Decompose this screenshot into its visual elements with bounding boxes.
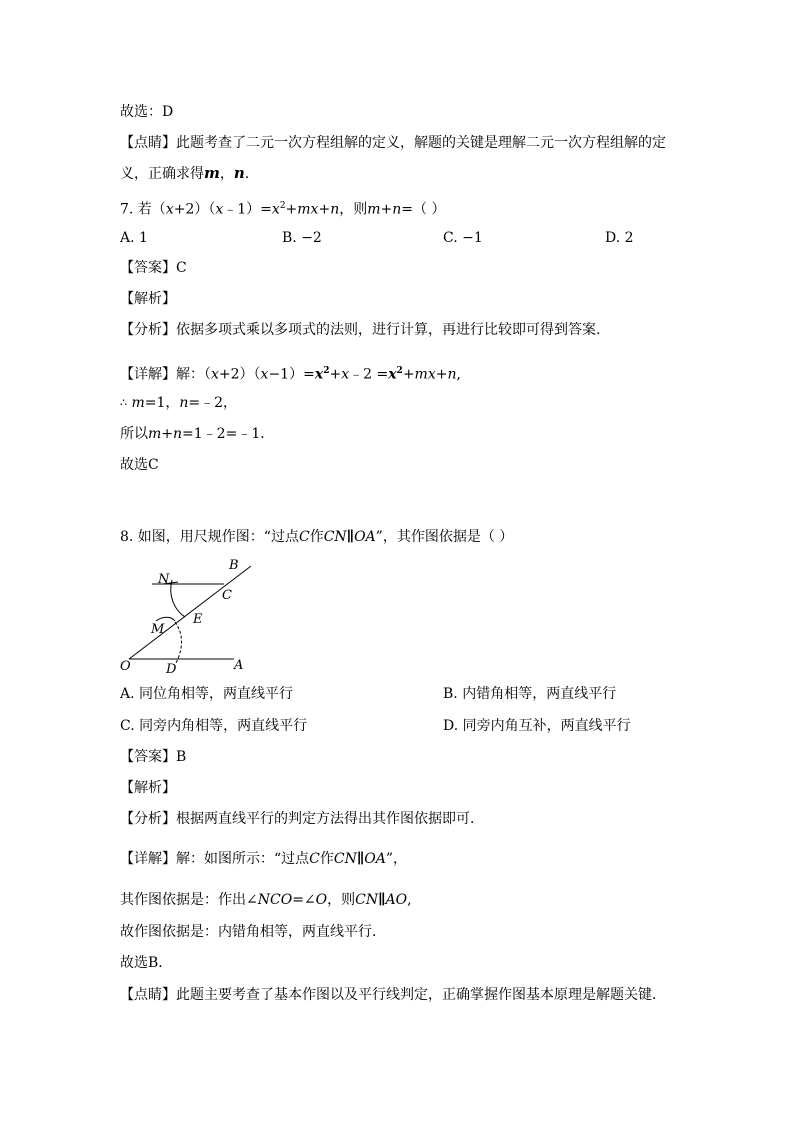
q8-xiangjie-part: ”， <box>385 851 408 867</box>
q7-xiangjie-part: + <box>329 366 342 383</box>
dianjing-text-1: 此题考查了二元一次方程组解的定义，解题的关键是理解二元一次方程组解的定 <box>176 135 666 151</box>
label-n: N <box>158 572 170 587</box>
label-c: C <box>222 588 232 603</box>
q7-line-sum <box>120 424 274 444</box>
q8-option-a: A. 同位角相等，两直线平行 <box>120 686 294 702</box>
label-m: M <box>151 622 165 637</box>
q7-var-x: x <box>165 201 174 218</box>
q7-line-part: 所以 <box>120 426 148 442</box>
q7-xiangjie-part: ﹣2 = <box>349 366 389 383</box>
q8-basis-2: 故作图依据是：内错角相等，两直线平行． <box>120 924 386 940</box>
q8-line-cn: CN <box>355 892 379 908</box>
q7-var-x: x <box>341 366 350 383</box>
var-n: n <box>233 164 245 182</box>
parallel-symbol: ∥ <box>378 892 386 908</box>
q7-var-x: x <box>271 201 280 218</box>
q7-var-x: x <box>260 366 269 383</box>
q8-line-cn: CN <box>323 529 347 545</box>
q8-line-ao: AO <box>385 892 408 908</box>
label-o: O <box>120 659 131 674</box>
q8-basis-part: ，则 <box>327 892 356 908</box>
q7-var-m: m <box>148 426 162 442</box>
q7-var-mx: mx <box>414 366 436 383</box>
q8-analysis-heading: 【解析】 <box>120 780 176 796</box>
q8-basis-part: , <box>407 892 412 908</box>
q8-stem-part: ”，其作图依据是（ ） <box>375 529 514 545</box>
line-ob <box>129 566 251 659</box>
label-d: D <box>166 662 177 675</box>
q7-answer: 【答案】C <box>120 260 187 276</box>
q7-plus: + <box>318 201 331 218</box>
q7-plus: + <box>285 201 298 218</box>
q7-line-therefore <box>120 393 237 413</box>
q7-stem-part: 7. 若（ <box>120 201 166 218</box>
q8-stem-part: 8. 如图，用尺规作图：“过点 <box>120 529 299 545</box>
q7-var-m: m <box>131 395 145 411</box>
comma: ， <box>219 166 234 182</box>
q8-dianjing: 【点睛】此题主要考查了基本作图以及平行线判定，正确掌握作图基本原理是解题关键． <box>120 987 666 1003</box>
dianjing-line-1 <box>120 133 666 153</box>
dianjing-line-2 <box>120 163 249 184</box>
label-b: B <box>229 558 239 573</box>
q7-var-n: n <box>447 366 457 383</box>
q7-xiangjie-part: 【详解】解：（ <box>120 366 211 383</box>
q7-option-d: D. 2 <box>605 230 634 246</box>
q7-var-n: n <box>173 426 183 442</box>
q8-fenxi: 【分析】根据两直线平行的判定方法得出其作图依据即可． <box>120 811 484 827</box>
q8-basis-part: 其作图依据是：作出∠ <box>120 892 258 908</box>
var-m: m <box>204 164 220 182</box>
q7-analysis-heading: 【解析】 <box>120 291 176 307</box>
q8-option-b: B. 内错角相等，两直线平行 <box>443 686 617 702</box>
q7-var-x: x <box>211 366 219 383</box>
q8-final: 故选B． <box>120 955 173 971</box>
q8-angle-o: O <box>315 892 328 908</box>
q7-line-part: + <box>161 426 174 442</box>
q7-option-b: B. −2 <box>282 230 322 246</box>
q8-stem-part: 作 <box>309 529 324 545</box>
q7-stem-part: ，则 <box>339 201 368 218</box>
arc-ne <box>171 580 185 617</box>
q7-var-x-squared: x <box>314 366 324 383</box>
q7-fenxi: 【分析】依据多项式乘以多项式的法则，进行计算，再进行比较即可得到答案. <box>120 322 601 338</box>
q8-stem <box>120 527 513 547</box>
q7-stem-part: ﹣1）= <box>223 201 272 218</box>
q7-stem <box>120 196 445 220</box>
q8-line-cn: CN <box>333 851 357 867</box>
parallel-symbol: ∥ <box>356 851 365 867</box>
q8-line-oa: OA <box>364 851 386 867</box>
q8-basis-part: =∠ <box>292 892 316 908</box>
q7-line-part: =﹣2， <box>188 395 238 411</box>
q7-var-m: m <box>367 201 381 218</box>
dianjing-tag: 【点睛】 <box>120 135 176 151</box>
q8-option-c: C. 同旁内角相等，两直线平行 <box>120 718 308 734</box>
q7-exponent: 2 <box>323 366 330 376</box>
previous-answer: 故选：D <box>120 104 174 120</box>
q8-basis <box>120 890 412 910</box>
q7-var-n: n <box>179 395 189 411</box>
q7-var-n: n <box>392 201 402 218</box>
q7-xiangjie-part: + <box>435 366 448 383</box>
arc-m <box>156 617 175 621</box>
therefore-symbol: ∴ <box>120 396 127 409</box>
dianjing-text-2: 义，正确求得 <box>120 166 204 182</box>
label-a: A <box>234 658 244 673</box>
q7-xiangjie-part: + <box>402 366 415 383</box>
q7-exponent: 2 <box>396 366 403 376</box>
q8-xiangjie-part: 作 <box>319 851 334 867</box>
q7-line-part: =1， <box>144 395 180 411</box>
arc-md <box>175 622 182 663</box>
q7-line-part: =1﹣2=﹣1． <box>182 426 275 442</box>
q7-option-a: A. 1 <box>120 230 148 246</box>
q8-answer: 【答案】B <box>120 749 187 765</box>
q7-var-mx: mx <box>297 201 319 218</box>
q7-final: 故选C <box>120 457 159 473</box>
q7-var-x: x <box>215 201 224 218</box>
q8-construction-figure <box>118 555 258 675</box>
q7-stem-part: +2）（ <box>173 201 216 218</box>
q8-angle-nco: NCO <box>257 892 293 908</box>
label-e: E <box>193 612 203 627</box>
q7-var-x-squared: x <box>388 366 397 383</box>
q7-xiangjie <box>120 361 461 385</box>
q8-xiangjie <box>120 849 407 869</box>
q7-plus: + <box>380 201 393 218</box>
q7-xiangjie-part: −1）= <box>268 366 315 383</box>
q8-point-c: C <box>309 851 320 867</box>
q7-xiangjie-part: , <box>456 366 461 383</box>
parallel-symbol: ∥ <box>346 529 355 545</box>
q7-option-c: C. −1 <box>443 230 483 246</box>
q7-var-n: n <box>330 201 340 218</box>
q8-line-oa: OA <box>354 529 376 545</box>
q7-exponent: 2 <box>279 201 286 211</box>
q8-point-c: C <box>298 529 310 545</box>
period: . <box>244 166 250 182</box>
q8-xiangjie-part: 【详解】解：如图所示：“过点 <box>120 851 310 867</box>
q8-option-d: D. 同旁内角互补，两直线平行 <box>443 718 631 734</box>
q7-stem-part: =（ ） <box>401 201 446 218</box>
q7-xiangjie-part: +2）（ <box>218 366 261 383</box>
